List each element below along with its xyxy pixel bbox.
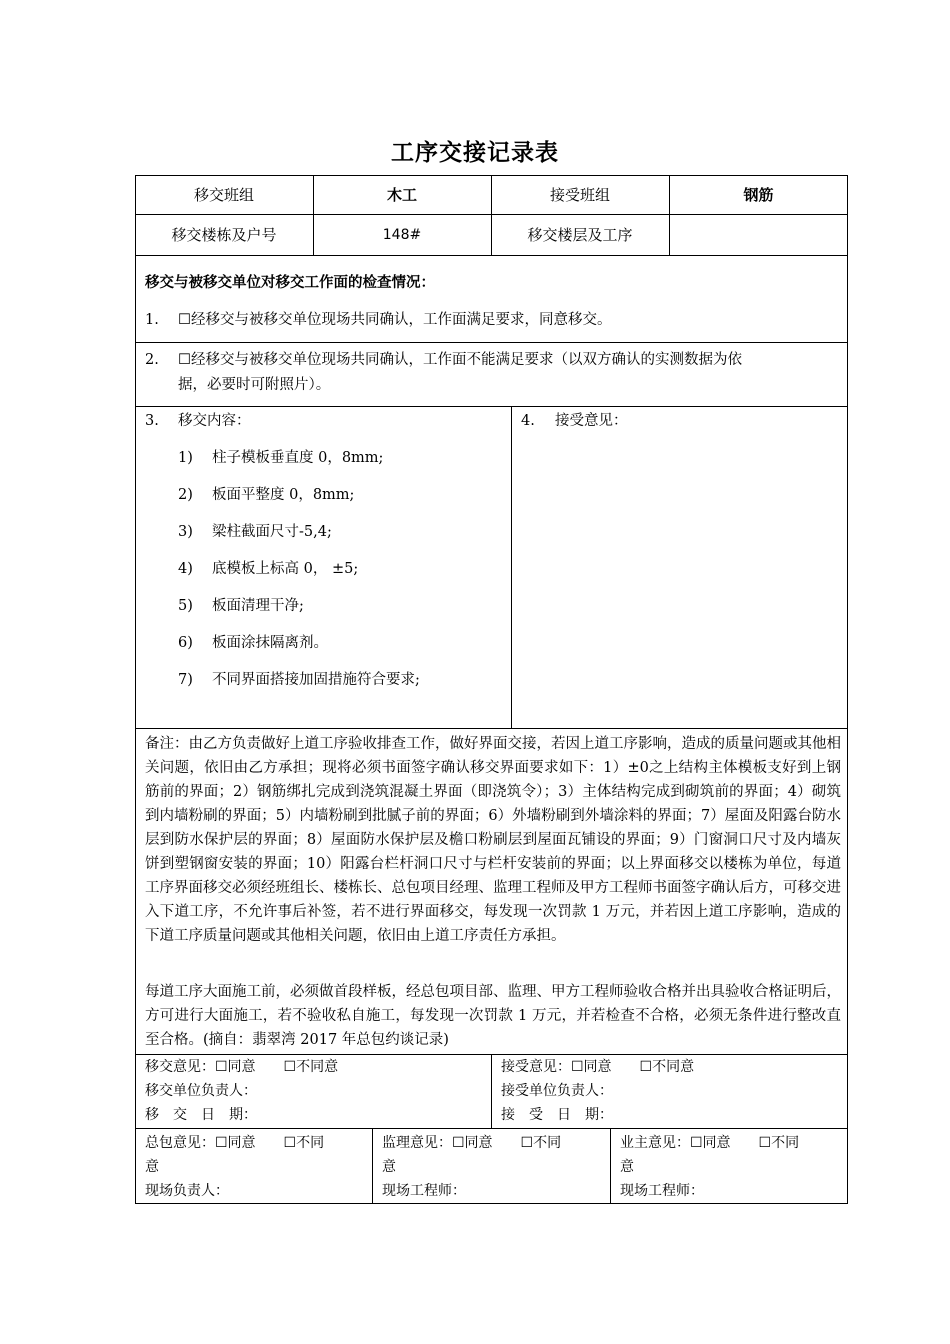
owner-opinion[interactable]: 业主意见：☐同意 ☐不同 xyxy=(620,1135,800,1151)
inspection-item1-num: 1. xyxy=(145,312,159,328)
floor-value xyxy=(669,214,848,255)
content-num: 3. xyxy=(145,413,159,429)
handover-opinion[interactable]: 移交意见：☐同意 ☐不同意 xyxy=(145,1059,339,1075)
inspection-item1-text: ☐经移交与被移交单位现场共同确认，工作面满足要求，同意移交。 xyxy=(178,312,612,328)
floor-label: 移交楼层及工序 xyxy=(527,226,633,244)
building-label: 移交楼栋及户号 xyxy=(171,226,277,244)
inspection-item2-num: 2. xyxy=(145,352,159,368)
supervisor-engineer-field[interactable]: 现场工程师： xyxy=(382,1183,466,1199)
list-item: 板面平整度 0，8mm; xyxy=(212,487,355,503)
inspection-heading: 移交与被移交单位对移交工作面的检查情况： xyxy=(145,275,435,291)
general-contractor-opinion-cont: 意 xyxy=(145,1159,159,1175)
supervisor-opinion-cont: 意 xyxy=(382,1159,396,1175)
general-contractor-opinion[interactable]: 总包意见：☐同意 ☐不同 xyxy=(145,1135,325,1151)
supervisor-opinion[interactable]: 监理意见：☐同意 ☐不同 xyxy=(382,1135,562,1151)
content-label: 移交内容： xyxy=(178,413,251,429)
accept-num: 4. xyxy=(521,413,535,429)
building-value: 148# xyxy=(382,226,422,243)
hand-team-label: 移交班组 xyxy=(193,186,254,204)
accept-label: 接受意见： xyxy=(555,413,628,429)
list-item: 板面清理干净; xyxy=(212,598,304,614)
remarks-paragraph-1: 备注：由乙方负责做好上道工序验收排查工作，做好界面交接，若因上道工序影响，造成的质量问题或其他相关问题，依旧由乙方承担；现将必须书面签字确认移交界面要求如下：1）±0之上结构主体模板支好到上钢筋前的界面；2）钢筋绑扎完成到浇筑混凝土界面（即浇筑令）；3）主体结构完成到砌筑前的界面；4）砌筑到内墙粉刷的界面；5）内墙粉刷到批腻子前的界面；6）外墙粉刷到外墙涂料的界面；7）屋面及阳露台防水层到防水保护层的界面；8）屋面防水保护层及檐口粉刷层到屋面瓦铺设的界面；9）门窗洞口尺寸及内墙灰饼到塑钢窗安装的界面；10）阳露台栏杆洞口尺寸与栏杆安装前的界面；以上界面移交以楼栋为单位，每道工序界面移交必须经班组长、楼栋长、总包项目经理、监理工程师及甲方工程师书面签字确认后方，可移交进入下道工序，不允许事后补签，若不进行界面移交，每发现一次罚款 1 万元，并若因上道工序影响，造成的下道工序质量问题或其他相关问题，依旧由上道工序责任方承担。 xyxy=(145,736,841,944)
accept-opinion[interactable]: 接受意见：☐同意 ☐不同意 xyxy=(501,1059,695,1075)
list-item: 板面涂抹隔离剂。 xyxy=(212,635,328,651)
hand-team-value: 木工 xyxy=(386,186,417,204)
list-item: 底模板上标高 0， ±5; xyxy=(212,561,359,577)
accept-person-field[interactable]: 接受单位负责人： xyxy=(501,1083,613,1099)
list-item: 梁柱截面尺寸-5,4; xyxy=(212,524,332,540)
handover-person-field[interactable]: 移交单位负责人： xyxy=(145,1083,257,1099)
list-item-num: 7) xyxy=(178,672,193,688)
accept-date-field[interactable]: 接 受 日 期： xyxy=(501,1107,613,1123)
list-item-num: 1) xyxy=(178,450,193,466)
site-manager-field[interactable]: 现场负责人： xyxy=(145,1183,229,1199)
owner-engineer-field[interactable]: 现场工程师： xyxy=(620,1183,704,1199)
list-item: 柱子模板垂直度 0，8mm; xyxy=(212,450,384,466)
recv-team-value: 钢筋 xyxy=(743,186,774,204)
list-item: 不同界面搭接加固措施符合要求; xyxy=(212,672,420,688)
list-item-num: 4) xyxy=(178,561,193,577)
recv-team-label: 接受班组 xyxy=(549,186,610,204)
list-item-num: 2) xyxy=(178,487,193,503)
remarks-paragraph-2: 每道工序大面施工前，必须做首段样板，经总包项目部、监理、甲方工程师验收合格并出具验收合格证明后，方可进行大面施工，若不验收私自施工，每发现一次罚款 1 万元，并若检查不合格，必须无条件进行整改直至合格。(摘自：翡翠湾 2017 年总包约谈记录) xyxy=(145,984,841,1048)
handover-date-field[interactable]: 移 交 日 期： xyxy=(145,1107,257,1123)
inspection-item2-line2: 据，必要时可附照片）。 xyxy=(178,377,331,393)
inspection-item2-line1: ☐经移交与被移交单位现场共同确认，工作面不能满足要求（以双方确认的实测数据为依 xyxy=(178,352,742,368)
owner-opinion-cont: 意 xyxy=(620,1159,634,1175)
accept-opinion-area[interactable] xyxy=(512,436,847,726)
list-item-num: 6) xyxy=(178,635,193,651)
list-item-num: 3) xyxy=(178,524,193,540)
page-title: 工序交接记录表 xyxy=(391,140,559,166)
list-item-num: 5) xyxy=(178,598,193,614)
